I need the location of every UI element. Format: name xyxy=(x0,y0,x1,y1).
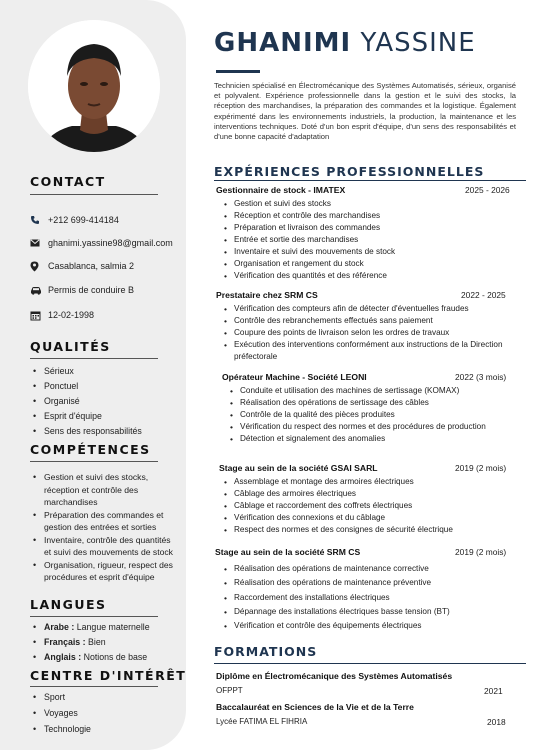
contact-divider xyxy=(30,194,158,195)
experiences-divider xyxy=(214,180,526,181)
job-tasks xyxy=(222,476,512,536)
list-item: • Ponctuel xyxy=(30,379,182,394)
address-text: Casablanca, salmia 2 xyxy=(48,261,135,271)
list-item: • Anglais : Notions de base xyxy=(30,650,182,665)
email-icon xyxy=(30,239,48,247)
list-item: • Assemblage et montage des armoires électriques xyxy=(222,476,512,488)
list-item: • Gestion et suivi des stocks, réception et contrôle des marchandises xyxy=(30,471,180,509)
list-item: • Esprit d'équipe xyxy=(30,409,182,424)
formations-divider xyxy=(214,663,526,664)
list-item: • Contrôle de la qualité des pièces produites xyxy=(228,409,510,421)
list-item: • Vérification des connexions et du câblage xyxy=(222,512,512,524)
experiences-heading: EXPÉRIENCES PROFESSIONNELLES xyxy=(214,164,485,179)
list-item: • Inventaire, contrôle des quantités et suivi des mouvements de stock xyxy=(30,534,180,559)
list-item: • Réception et contrôle des marchandises xyxy=(222,210,512,222)
contact-phone xyxy=(30,212,119,228)
contact-address xyxy=(30,258,134,274)
license-text: Permis de conduire B xyxy=(48,285,135,295)
email-text[interactable]: ghanimi.yassine98@gmail.com xyxy=(48,238,173,248)
formation-school: Lycée FATIMA EL FIHRIA xyxy=(216,717,308,726)
list-item: • Arabe : Langue maternelle xyxy=(30,620,182,635)
competences-divider xyxy=(30,461,158,462)
list-item: • Raccordement des installations électriques xyxy=(222,591,512,605)
full-name xyxy=(214,28,476,58)
phone-icon xyxy=(30,215,48,225)
list-item: • Réalisation des opérations de maintenance corrective xyxy=(222,562,512,576)
list-item: • Détection et signalement des anomalies xyxy=(228,433,510,445)
job-title: Gestionnaire de stock - IMATEX xyxy=(216,185,346,195)
list-item: • Conduite et utilisation des machines de sertissage (KOMAX) xyxy=(228,385,510,397)
list-item: • Sport xyxy=(30,689,182,705)
list-item: • Organisé xyxy=(30,394,182,409)
list-item: • Respect des normes et des consignes de sécurité électrique xyxy=(222,524,512,536)
car-icon xyxy=(30,286,48,295)
interets-divider xyxy=(30,686,158,687)
list-item: • Vérification des quantités et des référence xyxy=(222,270,512,282)
qualites-heading: QUALITÉS xyxy=(30,339,111,354)
interets-list xyxy=(30,689,182,737)
formation-year: 2021 xyxy=(484,686,503,696)
langues-divider xyxy=(30,616,158,617)
list-item: • Coupure des points de livraison selon les ordres de travaux xyxy=(222,327,512,339)
contact-birthdate xyxy=(30,307,94,323)
langues-list xyxy=(30,620,182,665)
formation-title: Baccalauréat en Sciences de la Vie et de la Terre xyxy=(216,702,414,712)
list-item: • Câblage et raccordement des coffrets électriques xyxy=(222,500,512,512)
list-item: • Réalisation des opérations de maintenance préventive xyxy=(222,576,512,590)
job-title: Stage au sein de la société GSAI SARL xyxy=(219,463,378,473)
qualites-list xyxy=(30,364,182,439)
list-item: • Inventaire et suivi des mouvements de stock xyxy=(222,246,512,258)
competences-list xyxy=(30,471,180,584)
list-item: • Français : Bien xyxy=(30,635,182,650)
formations-heading: FORMATIONS xyxy=(214,644,318,659)
job-title: Opérateur Machine - Société LEONI xyxy=(222,372,367,382)
contact-heading: CONTACT xyxy=(30,174,106,189)
list-item: • Contrôle des rebranchements effectués sans paiement xyxy=(222,315,512,327)
formation-year: 2018 xyxy=(487,717,506,727)
qualites-divider xyxy=(30,358,158,359)
location-pin-icon xyxy=(30,261,48,272)
job-title: Prestataire chez SRM CS xyxy=(216,290,318,300)
list-item: • Gestion et suivi des stocks xyxy=(222,198,512,210)
job-date: 2022 (3 mois) xyxy=(455,372,507,382)
list-item: • Vérification du respect des normes et des procédures de production xyxy=(228,421,510,433)
list-item: • Sens des responsabilités xyxy=(30,424,182,439)
birthdate-text: 12-02-1998 xyxy=(48,310,95,320)
contact-license xyxy=(30,282,134,298)
langues-heading: LANGUES xyxy=(30,597,107,612)
competences-heading: COMPÉTENCES xyxy=(30,442,151,457)
job-tasks xyxy=(222,562,512,633)
interets-heading: CENTRE D'INTÉRÊT xyxy=(30,668,187,683)
list-item: • Organisation, rigueur, respect des procédures et esprit d'équipe xyxy=(30,559,180,584)
first-name: GHANIMI xyxy=(214,28,352,58)
job-title: Stage au sein de la société SRM CS xyxy=(215,547,361,557)
formation-title: Diplôme en Électromécanique des Systèmes Automatisés xyxy=(216,671,453,681)
job-date: 2022 - 2025 xyxy=(461,290,506,300)
formation-school: OFPPT xyxy=(216,686,243,695)
list-item: • Vérification des compteurs afin de détecter d'éventuelles fraudes xyxy=(222,303,512,315)
list-item: • Préparation des commandes et gestion des entrées et sorties xyxy=(30,509,180,534)
list-item: • Exécution des interventions conformément aux instructions de la Direction préfectorale xyxy=(222,339,512,363)
list-item: • Sérieux xyxy=(30,364,182,379)
list-item: • Réalisation des opérations de sertissage des câbles xyxy=(228,397,510,409)
profile-summary: Technicien spécialisé en Électromécanique des Systèmes Automatisés, sérieux, organisé et polyvalent. Expérience professionnelle dans la gestion et le suivi des stocks, la réception des marchandises, la préparation des commandes et la logistique. Également expérimenté dans les environnements industriels, la production, la maintenance et les interventions techniques. Doté d'un bon esprit d'équipe, d'un sens des responsabilités et d'une bonne capacité d'adaptation xyxy=(214,81,516,142)
job-tasks xyxy=(228,385,510,445)
list-item: • Vérification et contrôle des équipements électriques xyxy=(222,619,512,633)
last-name: YASSINE xyxy=(360,28,476,58)
job-tasks xyxy=(222,198,512,282)
list-item: • Préparation et livraison des commandes xyxy=(222,222,512,234)
phone-text[interactable]: +212 699-414184 xyxy=(48,215,119,225)
list-item: • Câblage des armoires électriques xyxy=(222,488,512,500)
list-item: • Dépannage des installations électriques basse tension (BT) xyxy=(222,605,512,619)
job-date: 2025 - 2026 xyxy=(465,185,510,195)
job-tasks xyxy=(222,303,512,363)
job-date: 2019 (2 mois) xyxy=(455,463,507,473)
list-item: • Technologie xyxy=(30,721,182,737)
profile-photo xyxy=(28,20,160,152)
job-date: 2019 (2 mois) xyxy=(455,547,507,557)
list-item: • Voyages xyxy=(30,705,182,721)
name-underline xyxy=(216,70,260,73)
list-item: • Organisation et rangement du stock xyxy=(222,258,512,270)
calendar-icon xyxy=(30,310,48,321)
list-item: • Entrée et sortie des marchandises xyxy=(222,234,512,246)
contact-email xyxy=(30,235,173,251)
